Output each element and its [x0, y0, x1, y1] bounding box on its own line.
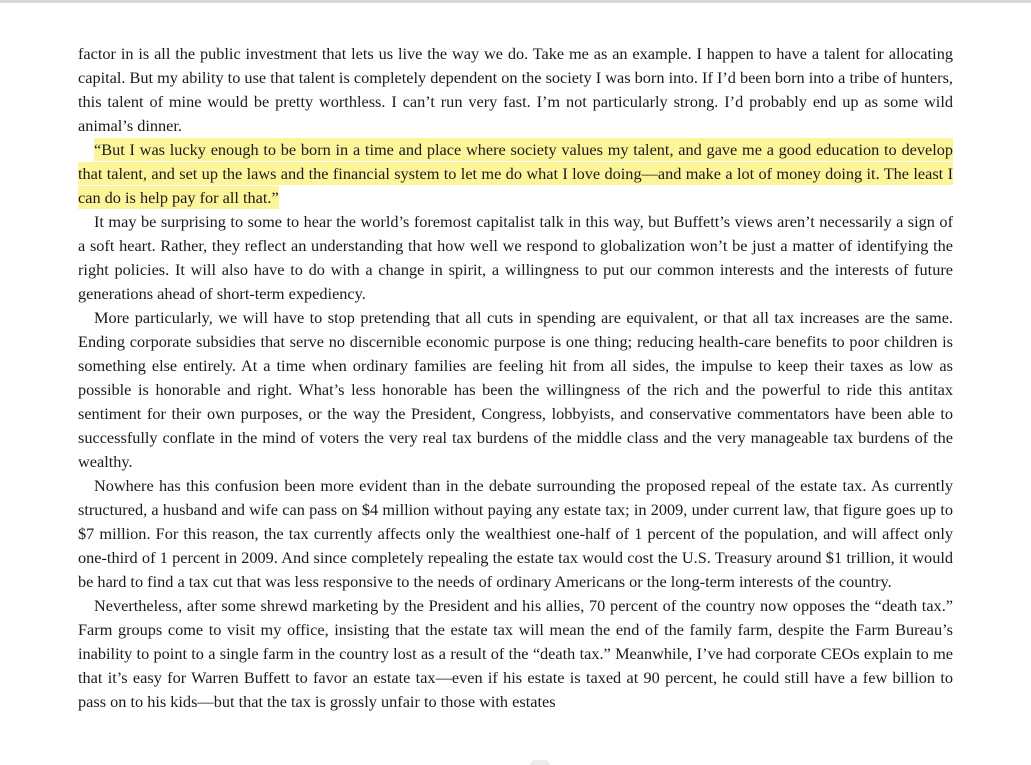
book-page: [78, 42, 953, 714]
paragraph-1-text: factor in is all the public investment that lets us live the way we do. Take me as an example. I happen to have a talent for allocating capital. But my ability to use that talent is completely dependent on the society I was born into. If I’d been born into a tribe of hunters, this talent of mine would be pretty worthless. I can’t run very fast. I’m not particularly strong. I’d probably end up as some wild animal’s dinner.: [78, 44, 953, 135]
text-highlight[interactable]: “But I was lucky enough to be born in a time and place where society values my talent, and gave me a good education to develop that talent, and set up the laws and the financial system to let me do what I love doing—and make a lot of money doing it. The least I can do is help pay for all that.”: [78, 140, 953, 207]
paragraph-3: [78, 210, 953, 306]
paragraph-5-text: Nowhere has this confusion been more evident than in the debate surrounding the proposed repeal of the estate tax. As currently structured, a husband and wife can pass on $4 million without paying any estate tax; in 2009, under current law, that figure goes up to $7 million. For this reason, the tax currently affects only the wealthiest one-half of 1 percent of the population, and will affect only one-third of 1 percent in 2009. And since completely repealing the estate tax would cost the U.S. Treasury around $1 trillion, it would be hard to find a tax cut that was less responsive to the needs of ordinary Americans or the long-term interests of the country.: [78, 476, 953, 591]
paragraph-3-text: It may be surprising to some to hear the world’s foremost capitalist talk in this way, but Buffett’s views aren’t necessarily a sign of a soft heart. Rather, they reflect an understanding that how well we respond to globalization won’t be just a matter of identifying the right policies. It will also have to do with a change in spirit, a willingness to put our common interests and the interests of future generations ahead of short-term expediency.: [78, 212, 953, 303]
paragraph-5: [78, 474, 953, 594]
paragraph-6: [78, 594, 953, 714]
highlighted-quote-paragraph: [78, 138, 953, 210]
top-border: [0, 0, 1031, 3]
paragraph-4-text: More particularly, we will have to stop pretending that all cuts in spending are equivalent, or that all tax increases are the same. Ending corporate subsidies that serve no discernible economic purpose is one thing; reducing health-care benefits to poor children is something else entirely. At a time when ordinary families are feeling hit from all sides, the impulse to keep their taxes as low as possible is honorable and right. What’s less honorable has been the willingness of the rich and the powerful to ride this antitax sentiment for their own purposes, or the way the President, Congress, lobbyists, and conservative commentators have been able to successfully conflate in the mind of voters the very real tax burdens of the middle class and the very manageable tax burdens of the wealthy.: [78, 308, 953, 471]
next-page-edge: [530, 760, 550, 765]
paragraph-6-text: Nevertheless, after some shrewd marketing by the President and his allies, 70 percent of the country now opposes the “death tax.” Farm groups come to visit my office, insisting that the estate tax will mean the end of the family farm, despite the Farm Bureau’s inability to point to a single farm in the country lost as a result of the “death tax.” Meanwhile, I’ve had corporate CEOs explain to me that it’s easy for Warren Buffett to favor an estate tax—even if his estate is taxed at 90 percent, he could still have a few billion to pass on to his kids—but that the tax is grossly unfair to those with estates: [78, 596, 953, 711]
paragraph-4: [78, 306, 953, 474]
paragraph-1: [78, 42, 953, 138]
